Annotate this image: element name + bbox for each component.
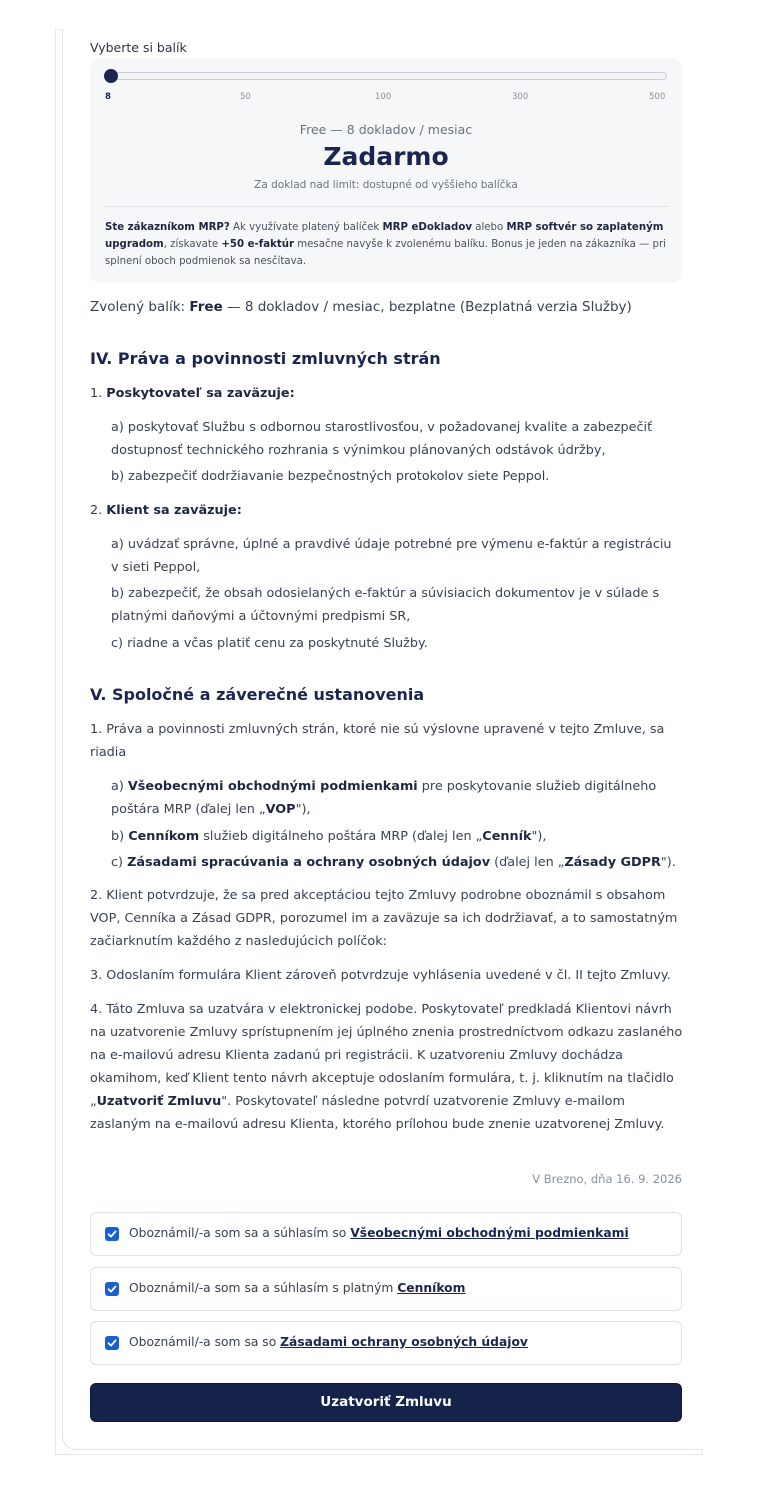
- clause: 4. Táto Zmluva sa uzatvára v elektronickej podobe. Poskytovateľ predkladá Klientovi návrh na uzatvorenie Zmluvy sprístupnením jej úplného znenia prostredníctvom odkazu zaslaného na e-mailovú adresu Klienta zadanú pri registrácii. K uzatvoreniu Zmluvy dochádza okamihom, keď Klient tento návrh akceptuje odoslaním formulára, t. j. kliknutím na tlačidlo „Uzatvoriť Zmluvu". Poskytovateľ následne potvrdí uzatvorenie Zmluvy e-mailom zaslaným na e-mailovú adresu Klienta, ktorého prílohou bude znenie uzatvorenej Zmluvy.: [90, 1002, 683, 1132]
- check-icon: [107, 1284, 117, 1294]
- consent-vop-label: Oboznámil/-a som sa a súhlasím so Všeobecnými obchodnými podmienkami: [129, 1226, 629, 1240]
- consent-vop-checkbox[interactable]: [105, 1227, 119, 1241]
- slider-thumb[interactable]: [104, 69, 118, 83]
- clause-item: a) poskytovať Službu s odbornou starostlivosťou, v požadovanej kvalite a zabezpečiť dostupnosť technického rozhrania s výnimkou plánovaných odstávok údržby,: [111, 420, 653, 458]
- consent-pricing-row[interactable]: [90, 1267, 682, 1311]
- clause-item: a) Všeobecnými obchodnými podmienkami pre poskytovanie služieb digitálneho poštára MRP (ďalej len „VOP"),: [111, 779, 657, 817]
- vop-link[interactable]: Všeobecnými obchodnými podmienkami: [350, 1226, 629, 1240]
- chosen-package: Zvolený balík: Free — 8 dokladov / mesiac, bezplatne (Bezplatná verzia Služby): [90, 299, 632, 315]
- package-subtitle: Free — 8 dokladov / mesiac: [299, 122, 473, 137]
- consent-pricing-checkbox[interactable]: [105, 1282, 119, 1296]
- package-slider[interactable]: [110, 72, 667, 80]
- consent-gdpr-row[interactable]: [90, 1321, 682, 1365]
- consent-pricing-label: Oboznámil/-a som sa a súhlasím s platným Cenníkom: [129, 1281, 466, 1295]
- pricing-link[interactable]: Cenníkom: [397, 1281, 466, 1295]
- consent-gdpr-checkbox[interactable]: [105, 1336, 119, 1350]
- clause-item: b) Cenníkom služieb digitálneho poštára MRP (ďalej len „Cenník"),: [111, 829, 547, 844]
- package-title: Zadarmo: [323, 142, 449, 171]
- clause-item: c) Zásadami spracúvania a ochrany osobných údajov (ďalej len „Zásady GDPR").: [111, 855, 676, 870]
- slider-tick: 100: [375, 92, 392, 102]
- check-icon: [107, 1229, 117, 1239]
- slider-tick: 50: [240, 92, 251, 102]
- submit-contract-button[interactable]: Uzatvoriť Zmluvu: [90, 1383, 682, 1422]
- clause: 1. Poskytovateľ sa zaväzuje:: [90, 386, 295, 401]
- divider: [104, 206, 668, 207]
- clause: 2. Klient potvrdzuje, že sa pred akceptáciou tejto Zmluvy podrobne oboznámil s obsahom VOP, Cenníka a Zásad GDPR, porozumel im a zaväzuje sa ich dodržiavať, a to samostatným začiarknutím každého z nasledujúcich políčok:: [90, 888, 678, 949]
- clause: 3. Odoslaním formulára Klient zároveň potvrdzuje vyhlásenia uvedené v čl. II tejto Zmluvy.: [90, 968, 671, 983]
- slider-tick: 8: [105, 92, 111, 102]
- clause: 1. Práva a povinnosti zmluvných strán, ktoré nie sú výslovne upravené v tejto Zmluve, sa riadia: [90, 722, 665, 760]
- slider-tick: 500: [649, 92, 666, 102]
- section-heading: IV. Práva a povinnosti zmluvných strán: [90, 349, 441, 368]
- package-label: Vyberte si balík: [90, 40, 187, 55]
- consent-gdpr-label: Oboznámil/-a som sa so Zásadami ochrany osobných údajov: [129, 1335, 528, 1349]
- slider-tick: 300: [512, 92, 529, 102]
- section-heading: V. Spoločné a záverečné ustanovenia: [90, 685, 425, 704]
- clause: 2. Klient sa zaväzuje:: [90, 503, 242, 518]
- consent-vop-row[interactable]: [90, 1212, 682, 1256]
- clause-item: a) uvádzať správne, úplné a pravdivé údaje potrebné pre výmenu e-faktúr a registráciu v sieti Peppol,: [111, 537, 672, 575]
- clause-item: b) zabezpečiť dodržiavanie bezpečnostných protokolov siete Peppol.: [111, 469, 550, 484]
- clause-item: b) zabezpečiť, že obsah odosielaných e-faktúr a súvisiacich dokumentov je v súlade s platnými daňovými a účtovnými predpismi SR,: [111, 586, 660, 624]
- package-limit-note: Za doklad nad limit: dostupné od vyššieho balíčka: [254, 179, 518, 191]
- mrp-customer-note: Ste zákazníkom MRP? Ak využívate platený balíček MRP eDokladov alebo MRP softvér so zaplateným upgradom, získavate +50 e-faktúr mesačne navyše k zvolenému balíku. Bonus je jeden na zákazníka — pri splnení oboch podmienok sa nesčítava.: [105, 222, 666, 267]
- check-icon: [107, 1338, 117, 1348]
- signature-date: V Brezno, dňa 16. 9. 2026: [532, 1172, 682, 1186]
- clause-item: c) riadne a včas platiť cenu za poskytnuté Služby.: [111, 636, 428, 651]
- gdpr-link[interactable]: Zásadami ochrany osobných údajov: [280, 1335, 528, 1349]
